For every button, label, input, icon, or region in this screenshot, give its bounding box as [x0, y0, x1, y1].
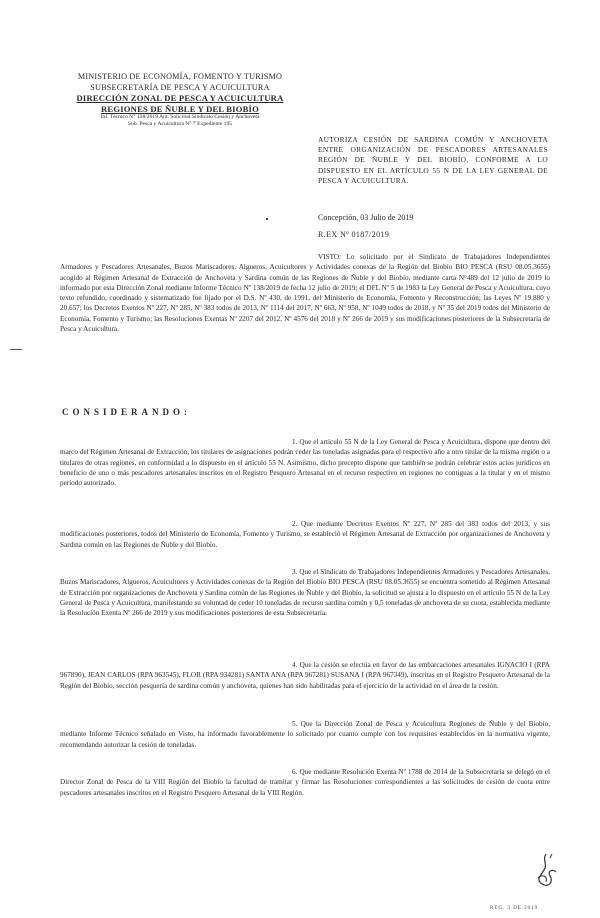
reference-line-2: Sub. Pesca y Acuicultura N° 7 Expediente 195	[127, 121, 233, 127]
considerando-3: 3. Que el Sindicato de Trabajadores Independientes Armadores y Pescadores Artesanales, Buzos Mariscadores, Algueros, Acuicultores y Actividades conexas de la Región del Biobío BIO PESCA (RSU 08.05.3655) se encuentra sometido al Régimen Artesanal de Extracción por organizaciones de Anchoveta y Sardina común de las Regiones de Ñuble y del Biobío, la solicitud se ajusta a lo dispuesto en el artículo 55 N de la Ley General de Pesca y Acuicultura, manifestando su voluntad de ceder 10 toneladas de recurso sardina común y 0,5 toneladas de anchoveta de su cuota, establecida mediante la Resolución Exenta Nº 266 de 2019 y sus modificaciones posteriores de esta Subsecretaría.	[60, 568, 550, 618]
considerando-4: 4. Que la cesión se efectúa en favor de las embarcaciones artesanales IGNACIO I (RPA 967890), JEAN CARLOS (RPA 963545), FLOR (RPA 934281) SANTA ANA (RPA 967281) SUSANA I (RPA 967349), inscritas en el Registro Pesquero Artesanal de la Región del Biobío, sección pesquería de sardina común y anchoveta, quienes han sido habilitadas para el ejercicio de la actividad en el área de la cesión.	[60, 661, 550, 690]
footer-reference: REG. 3 DE 2019	[490, 906, 539, 911]
handwritten-initials	[528, 850, 564, 894]
resolution-subject: AUTORIZA CESIÓN DE SARDINA COMÚN Y ANCHOVETA ENTRE ORGANIZACIÓN DE PESCADORES ARTESANALES REGIÓN DE ÑUBLE Y DEL BIOBÍO, CONFORME A LO DISPUESTO EN EL ARTÍCULO 55 N DE LA LEY GENERAL DE PESCA Y ACUICULTURA.	[318, 135, 548, 185]
subsecretary-name: SUBSECRETARÍA DE PESCA Y ACUICULTURA	[90, 82, 270, 92]
ministry-name: MINISTERIO DE ECONOMÍA, FOMENTO Y TURISMO	[77, 72, 283, 81]
margin-mark	[10, 349, 22, 350]
considerando-heading: CONSIDERANDO:	[62, 407, 192, 417]
considerando-1: 1. Que el artículo 55 N de la Ley General de Pesca y Acuicultura, dispone que dentro del marco del Régimen Artesanal de Extracción, los titulares de asignaciones podrán ceder las toneladas asignadas para el respectivo año a otro titular de la misma región o a titulares de otras regiones, en conformidad a lo dispuesto en el artículo 55 N. Asimismo, dicho precepto dispone que también se podrán celebrar estos actos jurídicos en beneficio de uno o más pescadores artesanales inscritos en el Registro Pesquero Artesanal en el recurso respectivo en regiones no contiguas a la titular y en el mismo período autorizado.	[60, 438, 550, 488]
letterhead	[60, 72, 300, 128]
visto-paragraph: VISTO: Lo solicitado por el Sindicato de Trabajadores Independientes Armadores y Pescadores Artesanales, Buzos Mariscadores, Algueros, Acuicultores y Actividades conexas de la Región del Biobío BIO PESCA (RSU 08.05.3655) acogido al Régimen Artesanal de Extracción de Anchoveta y Sardina común de las Regiones de Ñuble y del Biobío, mediante carta N°489 del 12 julio de 2019 lo informado por esta Dirección Zonal mediante Informe Técnico Nº 138/2019 de fecha 12 julio de 2019; el DFL Nº 5 de 1983 la Ley General de Pesca y Acuicultura, cuyo texto refundido, coordinado y sistematizado fue fijado por el D.S. Nº 430, de 1991, del Ministerio de Economía, Fomento y Reconstrucción; las Leyes Nº 19.880 y 20.657; los Decretos Exentos Nº 227, Nº 285, Nº 383 todos de 2013, Nº 1114 del 2017, Nº 663, Nº 958, Nº 1049 todos de 2018, y Nº 35 del 2019 todos del Ministerio de Economía, Fomento y Turismo; las Resoluciones Exentas Nº 2207 del 2012, Nº 4576 del 2018 y Nº 266 de 2019 y sus modificaciones posteriores de la Subsecretaría de Pesca y Acuicultura.	[60, 253, 550, 334]
reference-line-1: Inf. Técnico N° 138/2019 Ant. Solicitud Sindicato Cesión y Anchoveta	[100, 114, 260, 120]
dateline: Concepción, 03 Julio de 2019	[318, 213, 414, 222]
considerando-6: 6. Que mediante Resolución Exenta Nº 1788 de 2014 de la Subsecretaría se delegó en el Director Zonal de Pesca de la VIII Región del Biobío la facultad de tramitar y firmar las Resoluciones correspondientes a las solicitudes de cesión de cuota entre pescadores artesanales inscritos en el Registro Pesquero Artesanal de la VIII Región.	[60, 768, 550, 797]
considerando-2: 2. Que mediante Decretos Exentos Nº 227, Nº 285 del 383 todos del 2013, y sus modificaciones posteriores, todos del Ministerio de Economía, Fomento y Turismo, se estableció el Régimen Artesanal de Extracción por organizaciones de Anchoveta y Sardina común en las Regiones de Ñuble y del Biobío.	[60, 520, 550, 549]
considerando-5: 5. Que la Dirección Zonal de Pesca y Acuicultura Regiones de Ñuble y del Biobío, mediante Informe Técnico señalado en Visto, ha informado favorablemente lo solicitado por cuanto cumple con los requisitos establecidos en la normativa vigente, recomendando autorizar la cesión de toneladas.	[60, 720, 550, 749]
directorate-name: DIRECCIÓN ZONAL DE PESCA Y ACUICULTURA	[76, 93, 284, 103]
resolution-number: R.EX Nº 0187/2019	[318, 230, 390, 239]
regions-name: REGIONES DE ÑUBLE Y DEL BIOBÍO	[101, 103, 259, 114]
